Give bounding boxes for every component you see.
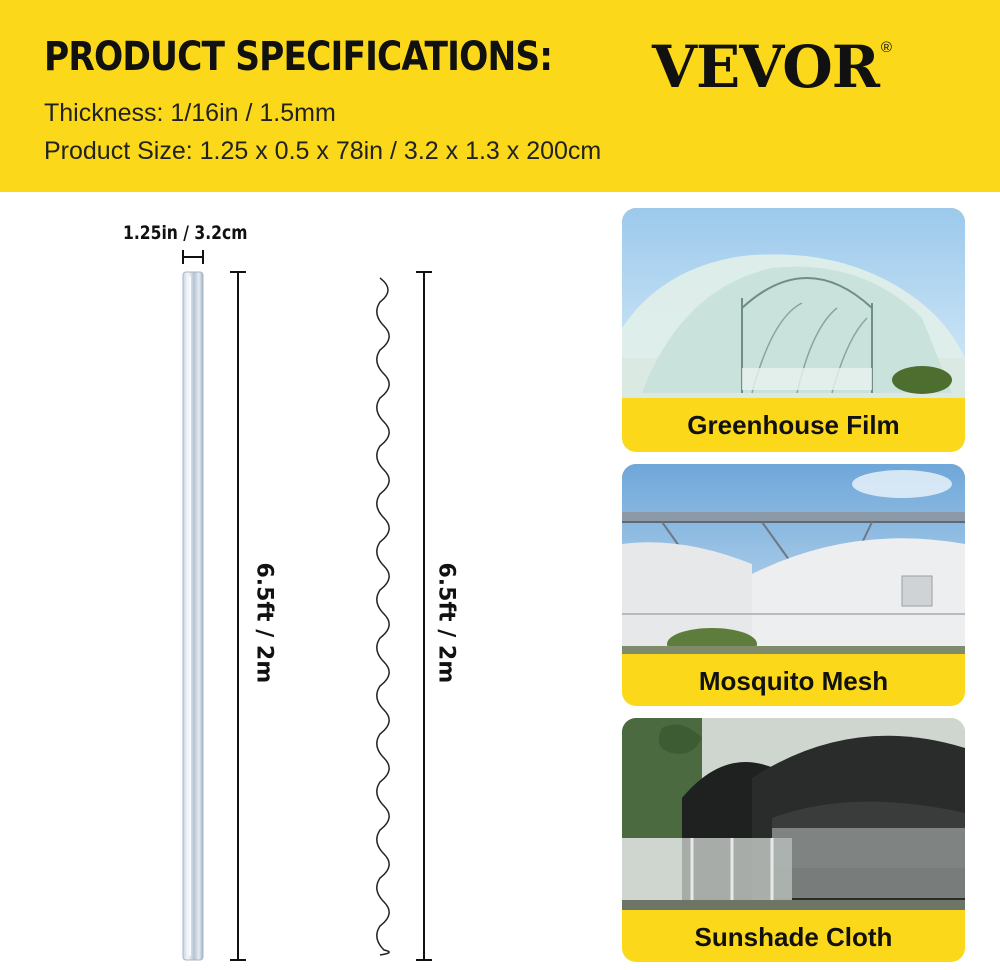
registered-mark: ® [880, 39, 891, 56]
straight-length-label: 6.5ft / 2m [251, 562, 277, 684]
card-label-sunshade-cloth: Sunshade Cloth [694, 922, 893, 952]
width-label: 1.25in / 3.2cm [123, 222, 248, 244]
width-dimension-marker [183, 250, 203, 264]
card-label-greenhouse-film: Greenhouse Film [687, 410, 900, 440]
thickness-spec: Thickness: 1/16in / 1.5mm [44, 99, 336, 127]
application-card-sunshade-cloth [622, 718, 965, 962]
brand-name: VEVOR [652, 33, 879, 101]
wiggle-wire [377, 278, 389, 955]
wiggle-length-dimension-line [416, 272, 432, 960]
greenhouse-image [622, 208, 965, 398]
lock-channel-rod [183, 272, 203, 960]
mosquito-mesh-image [622, 464, 965, 654]
card-label-mosquito-mesh: Mosquito Mesh [698, 666, 889, 696]
application-card-mosquito-mesh [622, 464, 965, 706]
length-dimension-line [230, 272, 246, 960]
spec-title: PRODUCT SPECIFICATIONS: [44, 34, 553, 80]
sunshade-cloth-image [622, 718, 965, 910]
brand-logo [652, 33, 891, 101]
application-card-greenhouse-film [622, 208, 965, 452]
wiggle-length-label: 6.5ft / 2m [433, 562, 459, 684]
size-spec: Product Size: 1.25 x 0.5 x 78in / 3.2 x 1.3 x 200cm [44, 137, 602, 165]
